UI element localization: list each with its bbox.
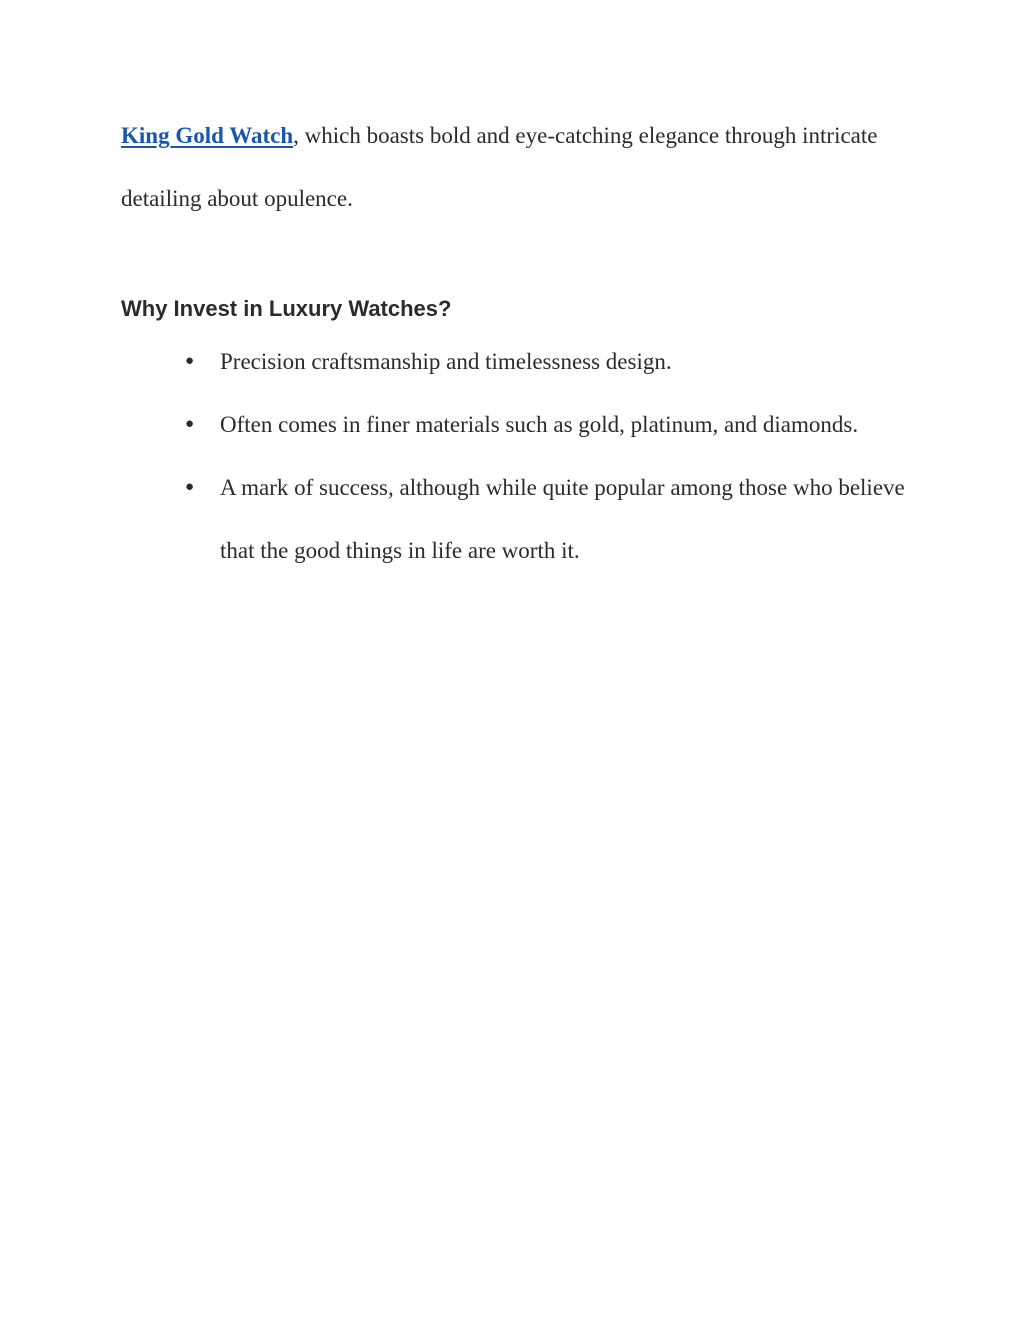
list-item-text: Precision craftsmanship and timelessness design. <box>220 349 672 374</box>
king-gold-watch-link[interactable]: King Gold Watch <box>121 123 294 148</box>
list-item <box>185 330 915 393</box>
list-item-text: Often comes in finer materials such as gold, platinum, and diamonds. <box>220 412 859 437</box>
list-item <box>185 393 915 456</box>
section-heading: Why Invest in Luxury Watches? <box>121 296 452 321</box>
list-item-text: A mark of success, although while quite popular among those who believe that the good things in life are worth it. <box>220 475 905 563</box>
bullet-icon: ● <box>185 416 195 432</box>
list-item <box>185 456 915 582</box>
bullet-icon: ● <box>185 353 195 369</box>
intro-paragraph <box>121 104 921 230</box>
bullet-icon: ● <box>185 479 195 495</box>
intro-text: , which boasts bold and eye-catching elegance through intricate detailing about opulence. <box>121 123 878 211</box>
benefits-list <box>185 330 915 582</box>
